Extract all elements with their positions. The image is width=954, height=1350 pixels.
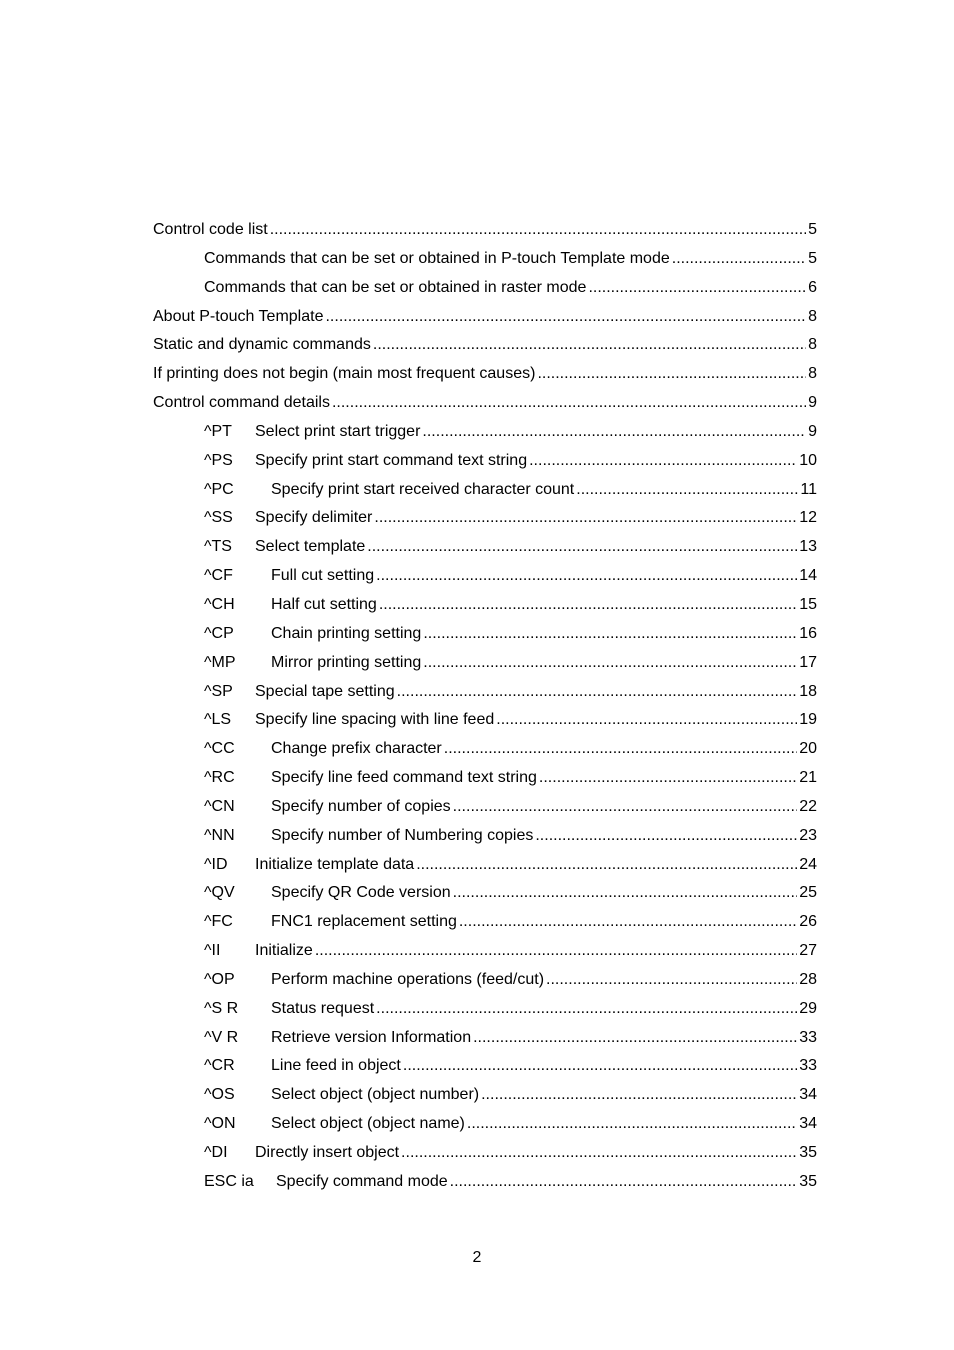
toc-entry-title: Half cut setting [271, 595, 377, 613]
toc-entry-page: 5 [808, 221, 817, 238]
toc-entry-title: Specify QR Code version [271, 884, 451, 902]
dot-leader [422, 418, 806, 447]
toc-entry-title: Control code list [153, 221, 268, 238]
toc-entry-title: Full cut setting [271, 567, 375, 585]
toc-entry-page: 18 [799, 682, 817, 700]
toc-entry-page: 15 [799, 595, 817, 613]
dot-leader [481, 1081, 797, 1110]
dot-leader [416, 851, 797, 880]
toc-entry[interactable] [153, 735, 817, 764]
toc-entry-title: Initialize template data [255, 855, 415, 873]
toc-entry-page: 5 [808, 249, 817, 267]
toc-entry-title: Perform machine operations (feed/cut) [271, 970, 545, 988]
toc-entry-page: 13 [799, 538, 817, 556]
toc-entry[interactable] [153, 274, 817, 303]
toc-entry[interactable] [153, 562, 817, 591]
toc-entry-code: ^RC [204, 769, 235, 787]
toc-entry[interactable] [153, 822, 817, 851]
toc-entry-page: 19 [799, 711, 817, 729]
toc-entry-title: Select template [255, 538, 366, 556]
toc-entry-page: 22 [799, 797, 817, 815]
dot-leader [270, 216, 806, 245]
dot-leader [546, 966, 797, 995]
dot-leader [423, 620, 797, 649]
dot-leader [403, 1052, 797, 1081]
toc-entry-code: ^MP [204, 653, 236, 671]
toc-entry-page: 11 [800, 480, 817, 498]
toc-entry-code: ^FC [204, 913, 233, 931]
table-of-contents [153, 216, 817, 1197]
toc-entry-page: 8 [808, 336, 817, 354]
toc-entry[interactable] [153, 620, 817, 649]
dot-leader [467, 1110, 797, 1139]
toc-entry-page: 35 [799, 1172, 817, 1190]
toc-entry-code: ^ID [204, 855, 228, 873]
dot-leader [374, 504, 797, 533]
toc-entry[interactable] [153, 504, 817, 533]
dot-leader [535, 822, 797, 851]
toc-entry-code: ^SS [204, 509, 233, 527]
toc-entry-code: ^TS [204, 538, 232, 556]
toc-entry[interactable] [153, 764, 817, 793]
toc-entry-title: Specify number of copies [271, 797, 451, 815]
toc-entry-page: 28 [799, 970, 817, 988]
toc-entry-title: Line feed in object [271, 1057, 401, 1075]
toc-entry-title: Select object (object name) [271, 1115, 465, 1133]
toc-entry-title: Static and dynamic commands [153, 336, 371, 354]
dot-leader [376, 995, 797, 1024]
dot-leader [672, 245, 806, 274]
dot-leader [367, 533, 797, 562]
toc-entry-code: ^OS [204, 1086, 235, 1104]
toc-entry[interactable] [153, 706, 817, 735]
toc-entry-title: FNC1 replacement setting [271, 913, 457, 931]
toc-entry-title: Initialize [255, 942, 313, 960]
toc-entry-code: ^CN [204, 797, 235, 815]
toc-entry[interactable] [153, 879, 817, 908]
toc-entry-code: ^CH [204, 595, 235, 613]
toc-entry-title: Directly insert object [255, 1144, 400, 1161]
toc-entry[interactable] [153, 360, 817, 389]
toc-entry-page: 21 [799, 769, 817, 787]
toc-entry-code: ^ON [204, 1115, 236, 1133]
toc-entry[interactable] [153, 476, 817, 505]
toc-entry-page: 23 [799, 826, 817, 844]
toc-entry[interactable] [153, 303, 817, 332]
dot-leader [315, 937, 797, 966]
dot-leader [453, 793, 798, 822]
toc-entry[interactable] [153, 1168, 817, 1197]
dot-leader [373, 331, 806, 360]
dot-leader [453, 879, 798, 908]
toc-entry-title: Commands that can be set or obtained in raster mode [204, 278, 587, 296]
dot-leader [401, 1139, 797, 1168]
toc-entry-code: ^CP [204, 624, 234, 642]
dot-leader [325, 303, 806, 332]
toc-entry-title: If printing does not begin (main most frequent causes) [153, 365, 536, 383]
toc-entry-code: ^PC [204, 480, 234, 498]
toc-entry-title: Specify line spacing with line feed [255, 711, 495, 729]
toc-entry-title: Chain printing setting [271, 624, 422, 642]
toc-entry[interactable] [153, 418, 817, 447]
toc-entry-code: ^CR [204, 1057, 235, 1075]
toc-entry[interactable] [153, 678, 817, 707]
dot-leader [529, 447, 797, 476]
toc-entry-page: 27 [799, 942, 817, 960]
toc-entry-title: Specify delimiter [255, 509, 373, 527]
toc-entry-title: Specify print start received character count [271, 480, 575, 498]
toc-entry-title: Select object (object number) [271, 1086, 480, 1104]
toc-entry-title: Mirror printing setting [271, 653, 422, 671]
toc-entry-title: Specify line feed command text string [271, 769, 537, 787]
dot-leader [588, 274, 806, 303]
toc-entry-code: ^V R [204, 1028, 239, 1046]
toc-entry[interactable] [153, 851, 817, 880]
toc-entry[interactable] [153, 966, 817, 995]
toc-entry-page: 35 [799, 1144, 817, 1161]
toc-entry-page: 12 [799, 509, 817, 527]
dot-leader [332, 389, 806, 418]
dot-leader [496, 706, 797, 735]
toc-entry-title: Retrieve version Information [271, 1028, 472, 1046]
toc-entry-page: 10 [799, 451, 817, 469]
toc-entry-page: 26 [799, 913, 817, 931]
dot-leader [376, 562, 797, 591]
toc-entry-code: ^S R [204, 999, 239, 1017]
toc-entry-page: 16 [799, 624, 817, 642]
toc-entry-code: ^QV [204, 884, 235, 902]
toc-entry-code: ^PS [204, 451, 233, 469]
toc-entry-code: ^II [204, 942, 221, 960]
toc-entry-title: Specify number of Numbering copies [271, 826, 534, 844]
toc-entry-page: 33 [799, 1028, 817, 1046]
toc-entry-page: 8 [808, 307, 817, 325]
toc-entry[interactable] [153, 389, 817, 418]
toc-entry[interactable] [153, 793, 817, 822]
dot-leader [537, 360, 806, 389]
toc-entry-page: 9 [808, 394, 817, 412]
toc-entry-code: ^CC [204, 740, 235, 758]
toc-entry-title: Select print start trigger [255, 422, 421, 440]
toc-entry[interactable] [153, 1024, 817, 1053]
dot-leader [576, 476, 798, 505]
toc-entry-code: ^OP [204, 970, 235, 988]
toc-entry-page: 34 [799, 1086, 817, 1104]
toc-entry-page: 6 [808, 278, 817, 296]
toc-entry-page: 14 [799, 567, 817, 585]
toc-entry-page: 25 [799, 884, 817, 902]
toc-entry-page: 9 [808, 422, 817, 440]
toc-entry[interactable] [153, 533, 817, 562]
toc-entry-page: 34 [799, 1115, 817, 1133]
toc-entry-code: ^PT [204, 422, 232, 440]
toc-entry[interactable] [153, 937, 817, 966]
toc-entry-code: ^CF [204, 567, 233, 585]
toc-entry-code: ESC ia [204, 1172, 254, 1190]
toc-entry[interactable] [153, 908, 817, 937]
toc-entry[interactable] [153, 245, 817, 274]
toc-entry-page: 20 [799, 740, 817, 758]
toc-entry[interactable] [153, 1081, 817, 1110]
dot-leader [459, 908, 797, 937]
toc-entry[interactable] [153, 1052, 817, 1081]
dot-leader [379, 591, 797, 620]
toc-entry[interactable] [153, 995, 817, 1024]
dot-leader [450, 1168, 798, 1197]
toc-entry-page: 8 [808, 365, 817, 383]
toc-entry-title: Change prefix character [271, 740, 442, 758]
toc-entry[interactable] [153, 1139, 817, 1168]
toc-entry-title: Status request [271, 999, 375, 1017]
toc-entry-title: Specify command mode [276, 1172, 448, 1190]
toc-entry-title: Specify print start command text string [255, 451, 528, 469]
toc-entry[interactable] [153, 331, 817, 360]
toc-entry-page: 33 [799, 1057, 817, 1075]
dot-leader [444, 735, 797, 764]
toc-entry-code: ^DI [204, 1144, 228, 1161]
toc-entry[interactable] [153, 591, 817, 620]
dot-leader [423, 649, 797, 678]
toc-entry[interactable] [153, 447, 817, 476]
dot-leader [397, 678, 798, 707]
toc-entry-title: Commands that can be set or obtained in P-touch Template mode [204, 249, 670, 267]
toc-entry[interactable] [153, 1110, 817, 1139]
dot-leader [539, 764, 797, 793]
toc-entry[interactable] [153, 649, 817, 678]
toc-entry-code: ^SP [204, 682, 233, 700]
toc-entry-code: ^LS [204, 711, 232, 729]
toc-entry-page: 29 [799, 999, 817, 1017]
toc-entry-code: ^NN [204, 826, 235, 844]
toc-entry-title: Control command details [153, 394, 330, 412]
toc-entry-title: Special tape setting [255, 682, 395, 700]
toc-entry[interactable] [153, 216, 817, 245]
dot-leader [473, 1024, 797, 1053]
toc-entry-title: About P-touch Template [153, 307, 324, 325]
page-number: 2 [472, 1249, 482, 1266]
toc-entry-page: 24 [799, 855, 817, 873]
toc-entry-page: 17 [799, 653, 817, 671]
